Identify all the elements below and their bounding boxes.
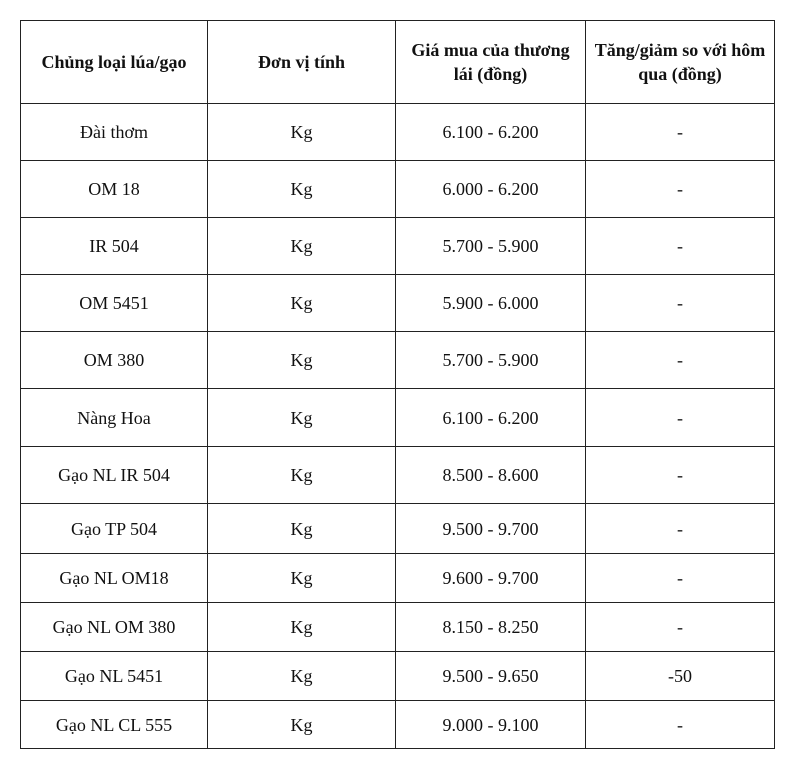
cell-rice-type: Đài thơm — [21, 104, 208, 161]
cell-unit: Kg — [208, 104, 396, 161]
cell-price: 6.100 - 6.200 — [396, 389, 586, 447]
cell-rice-type: IR 504 — [21, 218, 208, 275]
cell-rice-type: Gạo NL 5451 — [21, 652, 208, 701]
table-row — [21, 554, 775, 603]
cell-change: - — [586, 504, 775, 554]
cell-change: - — [586, 447, 775, 504]
cell-unit: Kg — [208, 332, 396, 389]
table-row — [21, 161, 775, 218]
cell-change: -50 — [586, 652, 775, 701]
cell-price: 8.150 - 8.250 — [396, 603, 586, 652]
cell-unit: Kg — [208, 275, 396, 332]
cell-change: - — [586, 275, 775, 332]
table-header-row — [21, 21, 775, 104]
cell-price: 9.600 - 9.700 — [396, 554, 586, 603]
cell-unit: Kg — [208, 652, 396, 701]
table-row — [21, 104, 775, 161]
cell-price: 5.700 - 5.900 — [396, 218, 586, 275]
cell-change: - — [586, 603, 775, 652]
cell-unit: Kg — [208, 554, 396, 603]
cell-rice-type: Gạo TP 504 — [21, 504, 208, 554]
cell-price: 9.000 - 9.100 — [396, 701, 586, 749]
cell-change: - — [586, 389, 775, 447]
cell-unit: Kg — [208, 218, 396, 275]
cell-unit: Kg — [208, 389, 396, 447]
cell-price: 6.000 - 6.200 — [396, 161, 586, 218]
cell-rice-type: Gạo NL CL 555 — [21, 701, 208, 749]
cell-unit: Kg — [208, 447, 396, 504]
cell-price: 6.100 - 6.200 — [396, 104, 586, 161]
header-unit: Đơn vị tính — [208, 21, 396, 104]
header-trader-price: Giá mua của thương lái (đồng) — [396, 21, 586, 104]
cell-change: - — [586, 332, 775, 389]
cell-rice-type: Gạo NL IR 504 — [21, 447, 208, 504]
table-row — [21, 701, 775, 749]
cell-price: 9.500 - 9.650 — [396, 652, 586, 701]
cell-unit: Kg — [208, 504, 396, 554]
table-row — [21, 603, 775, 652]
table-row — [21, 218, 775, 275]
cell-change: - — [586, 701, 775, 749]
cell-rice-type: OM 380 — [21, 332, 208, 389]
cell-rice-type: OM 5451 — [21, 275, 208, 332]
header-rice-type: Chủng loại lúa/gạo — [21, 21, 208, 104]
cell-rice-type: OM 18 — [21, 161, 208, 218]
cell-price: 8.500 - 8.600 — [396, 447, 586, 504]
table-row — [21, 332, 775, 389]
cell-price: 5.700 - 5.900 — [396, 332, 586, 389]
cell-unit: Kg — [208, 701, 396, 749]
cell-change: - — [586, 104, 775, 161]
cell-rice-type: Gạo NL OM 380 — [21, 603, 208, 652]
rice-price-table — [20, 20, 775, 749]
cell-unit: Kg — [208, 603, 396, 652]
cell-unit: Kg — [208, 161, 396, 218]
table-row — [21, 389, 775, 447]
table-row — [21, 275, 775, 332]
cell-change: - — [586, 218, 775, 275]
header-change: Tăng/giảm so với hôm qua (đồng) — [586, 21, 775, 104]
cell-price: 9.500 - 9.700 — [396, 504, 586, 554]
cell-rice-type: Gạo NL OM18 — [21, 554, 208, 603]
table-row — [21, 447, 775, 504]
cell-rice-type: Nàng Hoa — [21, 389, 208, 447]
cell-change: - — [586, 554, 775, 603]
cell-change: - — [586, 161, 775, 218]
table-row — [21, 652, 775, 701]
cell-price: 5.900 - 6.000 — [396, 275, 586, 332]
table-row — [21, 504, 775, 554]
